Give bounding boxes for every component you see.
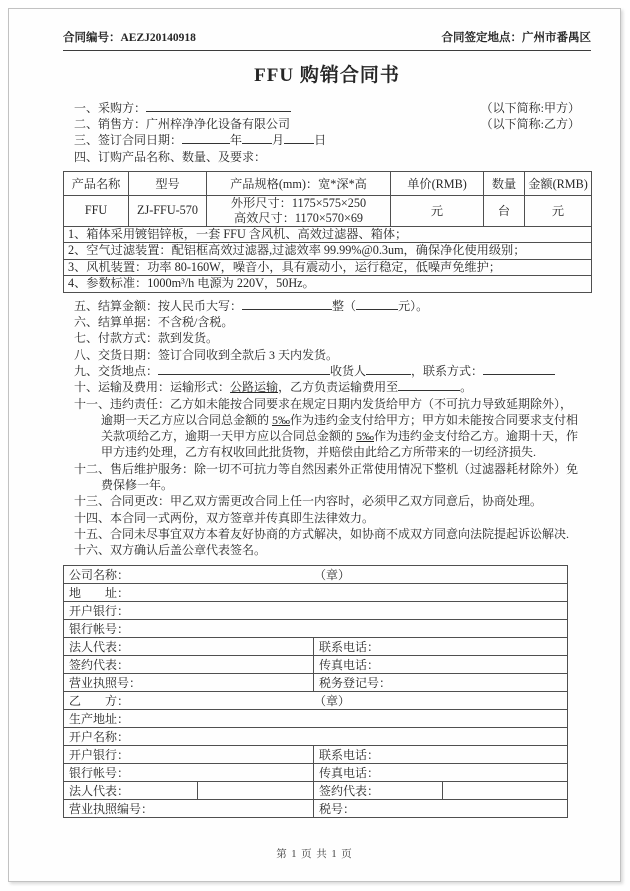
note-row <box>64 276 592 293</box>
clause-text: ，乙方负责运输费用至 <box>278 380 399 395</box>
product-note-2: 2、空气过滤装置：配铝框高效过滤器,过滤效率 99.99%@0.3um，确保净化使用级别； <box>64 243 592 260</box>
party-a-license-cell: 营业执照号： <box>64 673 314 691</box>
product-spec-cell <box>207 195 391 226</box>
intro-clauses <box>74 100 580 165</box>
clause-sign-date <box>74 132 580 148</box>
penalty-rate: 5‰ <box>272 412 291 427</box>
clause-text: 本合同一式两份，双方签章并传真即生法律效力。 <box>110 510 375 525</box>
clause-text: 售后维护服务：除一切不可抗力等自然因素外正常使用情况下整机（过滤器耗材除外）免费保修一年。 <box>101 461 579 493</box>
clause-seller-text <box>74 116 290 132</box>
clause-num: 四、 <box>74 149 99 164</box>
party-b-acct-name-cell: 开户名称： <box>64 727 568 745</box>
clause-text: 元）。 <box>398 298 429 313</box>
clause-payment <box>74 330 580 346</box>
clause-text: ，联系方式： <box>411 364 484 378</box>
clause-buyer <box>74 100 580 116</box>
party-b-fax-cell: 传真电话： <box>314 763 568 781</box>
clause-text: 违约责任：乙方如未能按合同要求在规定日期内发货给甲方（不可抗力导致延期除外），逾期一天乙方应以合同总金额的 <box>101 396 573 427</box>
table-row <box>64 565 568 583</box>
clause-text: 作为违约金支付给乙方。逾期十天，作甲方违约处理，乙方有权收回此批货物，并赔偿由此给乙方所带来的一切经济损失. <box>101 429 579 460</box>
party-a-fax-cell: 传真电话： <box>314 655 568 673</box>
clause-amendment <box>74 493 580 509</box>
clause-name: 销售方： <box>98 117 147 132</box>
month-blank <box>242 132 272 144</box>
clause-name: 采购方： <box>98 101 147 115</box>
party-b-legal-rep-value-cell <box>198 781 314 799</box>
consignee-blank <box>366 363 411 375</box>
clause-name: 订购产品名称、数量、及要求： <box>98 149 267 164</box>
table-row <box>64 709 568 727</box>
product-amount-cell: 元 <box>525 195 592 226</box>
clause-text: 签订合同收到全款后 3 天内发货。 <box>158 347 339 362</box>
col-unit-price: 单价(RMB) <box>391 171 484 195</box>
table-row <box>64 673 568 691</box>
col-model: 型号 <box>129 171 207 195</box>
table-row <box>64 727 568 745</box>
clause-text: 作为违约金支付给甲方；甲方如未能按合同要求支付相关款项给乙方，逾期一天甲方应以合同总金额的 <box>101 412 579 444</box>
party-b-legal-rep-cell: 法人代表： <box>64 781 198 799</box>
table-row <box>64 691 568 709</box>
product-name-cell: FFU <box>64 195 129 226</box>
page-content <box>63 9 591 818</box>
col-spec: 产品规格(mm)：宽*深*高 <box>207 171 391 195</box>
clause-num: 十、 <box>74 380 99 395</box>
signature-table <box>63 565 568 818</box>
clause-num: 五、 <box>74 298 99 313</box>
clause-delivery-date <box>74 347 580 363</box>
clause-num: 七、 <box>74 331 99 346</box>
party-b-label: 乙 方： <box>69 693 130 708</box>
day-label: 日 <box>314 133 327 148</box>
party-b-phone-cell: 联系电话： <box>314 745 568 763</box>
party-a-bank-cell: 开户银行： <box>64 601 568 619</box>
signing-place-label: 合同签定地点： <box>441 32 522 44</box>
product-table <box>63 171 592 293</box>
clause-num: 十五、 <box>74 526 111 541</box>
clause-num: 八、 <box>74 347 99 362</box>
product-table-header-row <box>64 171 592 195</box>
terms-clauses <box>74 298 580 559</box>
company-name-label: 公司名称： <box>69 567 130 582</box>
contract-number <box>63 29 196 45</box>
clause-num: 二、 <box>74 117 99 132</box>
clause-num: 十四、 <box>74 510 111 525</box>
clause-text: 款到发货。 <box>158 331 219 346</box>
amount-words-blank <box>242 298 332 310</box>
amount-figures-blank <box>356 298 398 310</box>
note-row <box>64 243 592 260</box>
document-header <box>63 29 591 51</box>
product-unit-price-cell: 元 <box>391 195 484 226</box>
table-row <box>64 637 568 655</box>
clause-text: 双方确认后盖公章代表签名。 <box>110 543 267 558</box>
col-product-name: 产品名称 <box>64 171 129 195</box>
clause-num: 十六、 <box>74 543 111 558</box>
transport-dest-blank <box>398 379 460 391</box>
spec-filter-size: 高效尺寸：1170×570×69 <box>233 210 364 225</box>
clause-after-sales <box>74 461 580 494</box>
clause-text: 按人民币大写： <box>158 298 243 313</box>
clause-buyer-text <box>74 100 291 116</box>
table-row <box>64 763 568 781</box>
party-a-account-cell: 银行帐号： <box>64 619 568 637</box>
table-row <box>64 619 568 637</box>
party-a-tax-reg-cell: 税务登记号： <box>314 673 568 691</box>
clause-text: 整（ <box>332 298 357 313</box>
clause-name: 签订合同日期： <box>98 133 183 148</box>
product-qty-cell: 台 <box>484 195 525 226</box>
year-blank <box>182 132 230 144</box>
seal-label: （章） <box>314 693 351 708</box>
clause-copies <box>74 510 580 526</box>
clause-seller <box>74 116 580 132</box>
delivery-place-blank <box>158 363 330 375</box>
party-b-shortname: （以下简称:乙方） <box>480 117 580 132</box>
clause-num: 九、 <box>74 364 99 378</box>
clause-name: 交货地点： <box>98 364 159 378</box>
party-a-company-cell <box>64 565 568 583</box>
table-row <box>64 655 568 673</box>
party-a-phone-cell: 联系电话： <box>314 637 568 655</box>
clause-seal-confirm <box>74 542 580 558</box>
clause-text: 合同未尽事宜双方本着友好协商的方式解决，如协商不成双方同意向法院提起诉讼解决. <box>110 526 570 541</box>
contract-number-value: AEZJ20140918 <box>120 32 196 44</box>
clause-num: 六、 <box>74 315 99 330</box>
clause-name: 结算单据： <box>98 315 159 330</box>
product-model-cell: ZJ-FFU-570 <box>129 195 207 226</box>
clause-num: 一、 <box>74 101 99 115</box>
seller-company-name: 广州梓净净化设备有限公司 <box>146 117 291 132</box>
party-b-bank-cell: 开户银行： <box>64 745 314 763</box>
clause-num: 十一、 <box>74 396 111 411</box>
product-note-3: 3、风机装置：功率 80-160W，噪音小，具有震动小，运行稳定，低噪声免维护； <box>64 259 592 276</box>
clause-text: 不含税/含税。 <box>158 315 234 330</box>
spec-outer-size: 外形尺寸：1175×575×250 <box>230 195 367 210</box>
clause-dispute <box>74 526 580 542</box>
buyer-blank <box>146 100 291 112</box>
year-label: 年 <box>230 133 243 148</box>
seal-label: （章） <box>314 567 351 582</box>
clause-text: 。 <box>460 380 473 395</box>
clause-text: 运输形式： <box>170 380 231 395</box>
clause-name: 交货日期： <box>98 347 159 362</box>
party-a-legal-rep-cell: 法人代表： <box>64 637 314 655</box>
party-b-cell <box>64 691 568 709</box>
table-row <box>64 601 568 619</box>
contract-page <box>8 8 621 882</box>
product-row <box>64 195 592 226</box>
clause-name: 结算金额： <box>98 298 159 313</box>
clause-breach <box>74 396 580 461</box>
party-b-sign-rep-cell: 签约代表： <box>314 781 443 799</box>
note-row <box>64 226 592 243</box>
page-number: 第 1 页 共 1 页 <box>276 849 353 860</box>
col-qty: 数量 <box>484 171 525 195</box>
col-amount: 金额(RMB) <box>525 171 592 195</box>
signing-place-value: 广州市番禺区 <box>522 32 591 44</box>
party-b-prod-addr-cell: 生产地址： <box>64 709 568 727</box>
transport-mode: 公路运输 <box>230 380 279 395</box>
party-a-address-cell: 地 址： <box>64 583 568 601</box>
table-row <box>64 583 568 601</box>
clause-text: 合同更改：甲乙双方需更改合同上任一内容时，必须甲乙双方同意后，协商处理。 <box>110 494 543 509</box>
clause-num: 十二、 <box>74 461 111 476</box>
document-title: FFU 购销合同书 <box>254 65 400 86</box>
product-note-4: 4、参数标准：1000m³/h 电源为 220V，50Hz。 <box>64 276 592 293</box>
party-b-account-cell: 银行帐号： <box>64 763 314 781</box>
clause-name: 付款方式： <box>98 331 159 346</box>
clause-order-products <box>74 149 580 165</box>
clause-text: 收货人 <box>330 364 367 378</box>
clause-settlement-doc <box>74 314 580 330</box>
clause-delivery-place <box>74 363 580 379</box>
clause-settlement-amount <box>74 298 580 314</box>
party-a-shortname: （以下简称:甲方） <box>480 101 580 115</box>
note-row <box>64 259 592 276</box>
clause-transport <box>74 379 580 395</box>
day-blank <box>284 132 314 144</box>
party-b-license-cell: 营业执照编号： <box>64 799 314 817</box>
party-b-tax-no-cell: 税号： <box>314 799 568 817</box>
table-row <box>64 745 568 763</box>
signing-place <box>442 29 592 45</box>
table-row <box>64 799 568 817</box>
table-row <box>64 781 568 799</box>
contact-blank <box>483 363 555 375</box>
clause-num: 三、 <box>74 133 99 148</box>
penalty-rate: 5‰ <box>356 429 375 444</box>
party-a-sign-rep-cell: 签约代表： <box>64 655 314 673</box>
party-b-sign-rep-value-cell <box>443 781 568 799</box>
clause-num: 十三、 <box>74 494 111 509</box>
clause-name: 运输及费用： <box>98 380 171 395</box>
product-note-1: 1、箱体采用镀铝锌板，一套 FFU 含风机、高效过滤器、箱体； <box>64 226 592 243</box>
month-label: 月 <box>272 133 285 148</box>
contract-number-label: 合同编号： <box>63 32 121 44</box>
